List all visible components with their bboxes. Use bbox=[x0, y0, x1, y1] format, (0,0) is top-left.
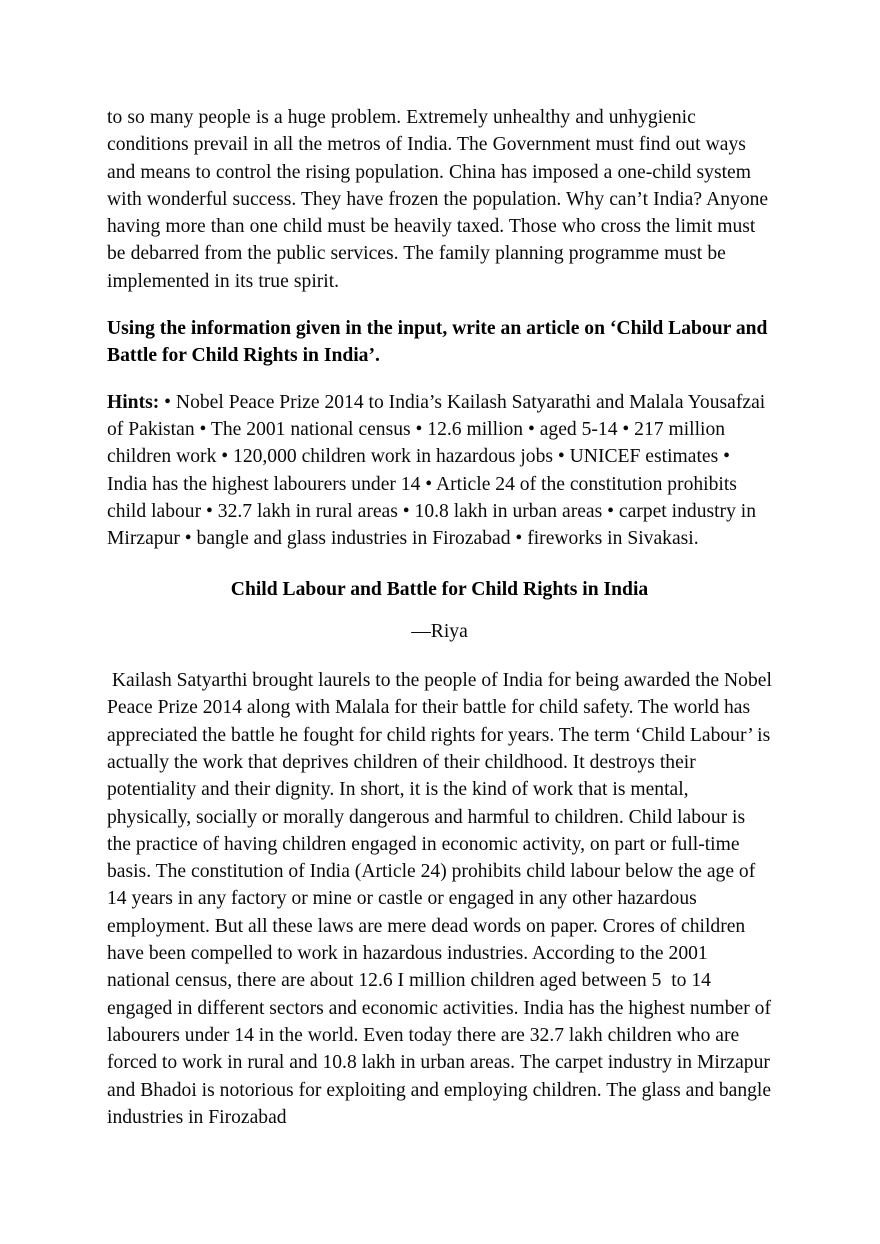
intro-paragraph: to so many people is a huge problem. Extremely unhealthy and unhygienic conditions prevail in all the metros of India. The Government must find out ways and means to control the rising population. China has imposed a one-child system with wonderful success. They have frozen the population. Why can’t India? Anyone having more than one child must be heavily taxed. Those who cross the limit must be debarred from the public services. The family planning programme must be implemented in its true spirit. bbox=[107, 107, 774, 292]
article-body: Kailash Satyarthi brought laurels to the people of India for being awarded the Nobel Peace Prize 2014 along with Malala for their battle for child safety. The world has appreciated the battle he fought for child rights for years. The term ‘Child Labour’ is actually the work that deprives children of their childhood. It destroys their potentiality and their dignity. In short, it is the kind of work that is mental, physically, socially or morally dangerous and harmful to children. Child labour is the practice of having children engaged in economic activity, on part or full-time basis. The constitution of India (Article 24) prohibits child labour below the age of 14 years in any factory or mine or castle or engaged in any other hazardous employment. But all these laws are mere dead words on paper. Crores of children have been compelled to work in hazardous industries. According to the 2001 national census, there are about 12.6 I million children aged between 5 to 14 engaged in different sectors and economic activities. India has the highest number of labourers under 14 in the world. Even today there are 32.7 lakh children who are forced to work in rural and 10.8 lakh in urban areas. The carpet industry in Mirzapur and Bhadoi is notorious for exploiting and employing children. The glass and bangle industries in Firozabad bbox=[107, 670, 777, 1128]
spacer-before-byline bbox=[107, 604, 772, 618]
instruction-heading: Using the information given in the input, write an article on ‘Child Labour and Battle for Child Rights in India’. bbox=[107, 318, 773, 367]
spacer-before-body bbox=[107, 645, 772, 667]
spacer-after-instruction bbox=[107, 370, 772, 389]
hints-text: • Nobel Peace Prize 2014 to India’s Kailash Satyarathi and Malala Yousafzai of Pakistan • The 2001 national census • 12.6 million • aged 5-14 • 217 million children work • 120,000 children work in hazardous jobs • UNICEF estimates • India has the highest labourers under 14 • Article 24 of the constitution prohibits child labour • 32.7 lakh in rural areas • 10.8 lakh in urban areas • carpet industry in Mirzapur • bangle and glass industries in Firozabad • fireworks in Sivakasi. bbox=[107, 391, 771, 550]
hints-label: Hints: bbox=[107, 391, 160, 413]
article-title: Child Labour and Battle for Child Rights in India bbox=[230, 579, 649, 601]
page-content bbox=[107, 104, 777, 1131]
spacer-before-title bbox=[107, 552, 772, 576]
article-byline: —Riya bbox=[411, 620, 468, 642]
hints-paragraph bbox=[107, 389, 772, 553]
spacer-after-intro bbox=[107, 295, 772, 315]
